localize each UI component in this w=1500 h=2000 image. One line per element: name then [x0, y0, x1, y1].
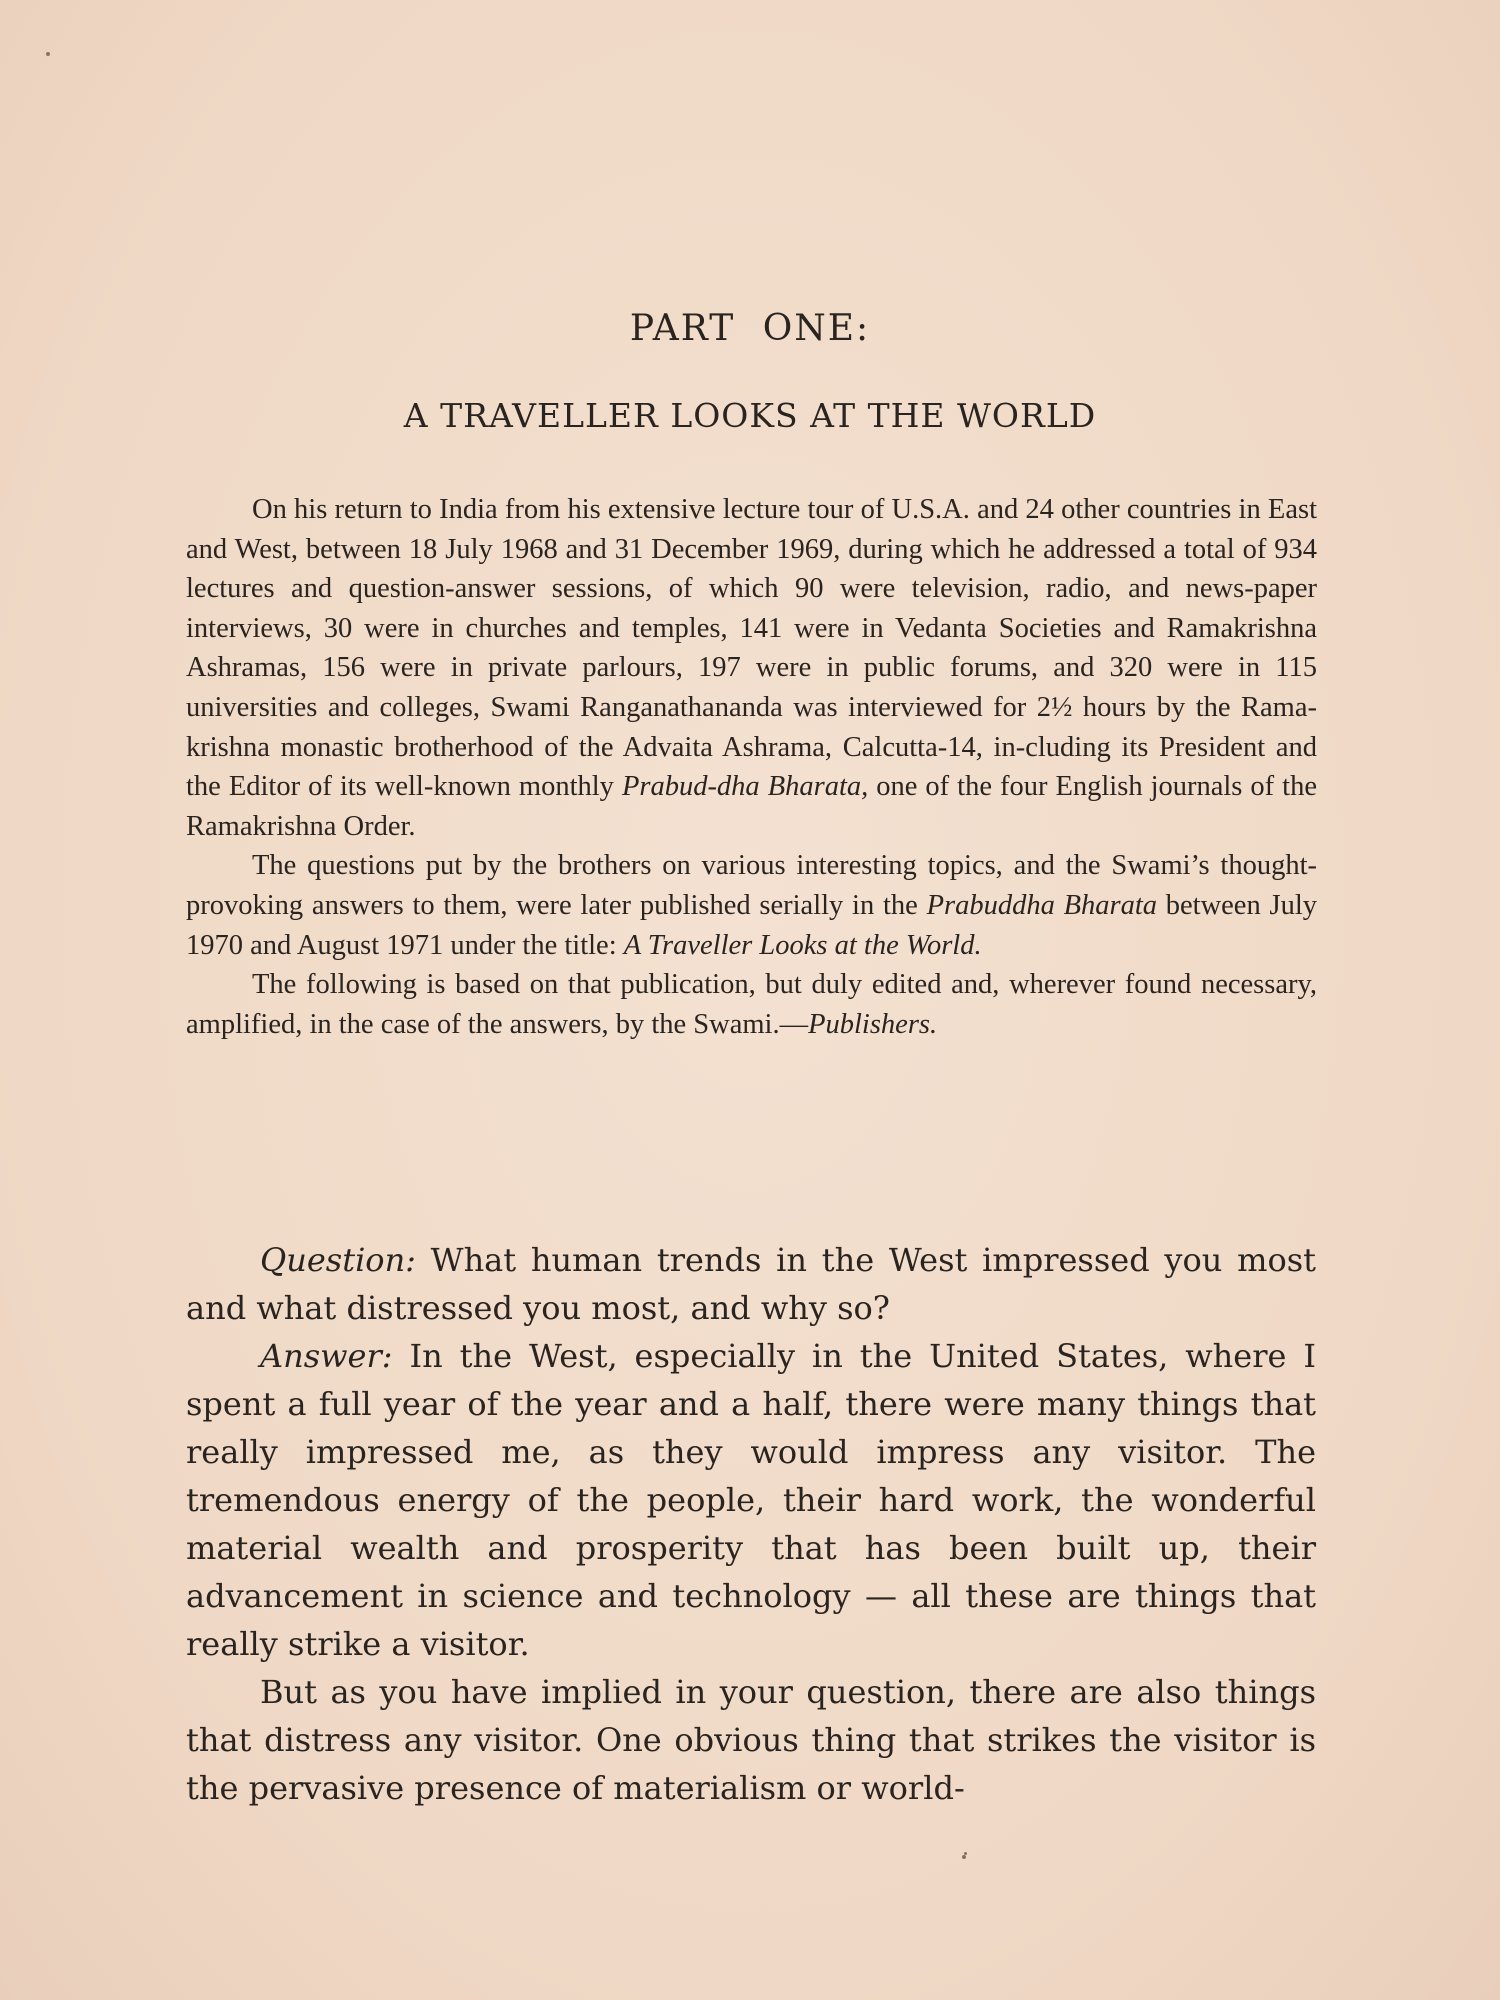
intro-p2-text: The questions put by the brothers on various interesting topics, and the Swami’s thought-provoking answers to them, were later published serially in the	[186, 850, 1317, 921]
question-text: What human trends in the West impressed you most and what distressed you most, and why so?	[186, 1241, 1316, 1327]
intro-p3-text: The following is based on that publication, but duly edited and, wherever found necessary, amplified, in the case of the answers, by the Swami.—	[186, 969, 1317, 1040]
intro-p3-publishers: Publishers.	[808, 1008, 938, 1040]
answer-paragraph-continued: But as you have implied in your question, there are also things that distress any visitor. One obvious thing that strikes the visitor is the pervasive presence of materialism or world-	[186, 1673, 1316, 1807]
part-heading: PART ONE:	[629, 308, 871, 349]
publisher-introduction	[186, 490, 1317, 1044]
answer-text: In the West, especially in the United States, where I spent a full year of the year and a half, there were many things that really impressed me, as they would impress any visitor. The tremendous energy of the people, their hard work, the wonderful material wealth and prosperity that has been built up, their advancement in science and technology — all these are things that really strike a visitor.	[186, 1337, 1316, 1663]
interview-body	[186, 1236, 1316, 1812]
intro-p2-series-title: A Traveller Looks at the World.	[623, 929, 982, 961]
paper-speck	[964, 1852, 967, 1855]
answer-label: Answer:	[260, 1337, 393, 1375]
intro-paragraph-2	[186, 846, 1317, 965]
intro-p1-journal-title: Prabud-dha Bharata,	[621, 771, 869, 803]
question-label: Question:	[260, 1241, 416, 1279]
intro-paragraph-3	[186, 965, 1317, 1044]
intro-p2-journal-title: Prabuddha Bharata	[926, 889, 1157, 921]
paper-speck	[962, 1855, 966, 1859]
intro-p1-text-end: one of the four English journals of the Ramakrishna Order.	[186, 771, 1317, 842]
intro-paragraph-1	[186, 490, 1317, 846]
question-paragraph	[186, 1236, 1316, 1332]
intro-p2-text-mid: between July 1970 and August 1971 under the title:	[186, 889, 1317, 961]
section-heading: A TRAVELLER LOOKS AT THE WORLD	[403, 396, 1097, 435]
intro-p1-text: On his return to India from his extensive lecture tour of U.S.A. and 24 other countries in East and West, between 18 July 1968 and 31 December 1969, during which he addressed a total of 934 lectures and question-answer sessions, of which 90 were television, radio, and news-paper interviews, 30 were in churches and temples, 141 were in Vedanta Societies and Ramakrishna Ashramas, 156 were in private parlours, 197 were in public forums, and 320 were in 115 universities and colleges, Swami Ranganathananda was interviewed for 2½ hours by the Rama-krishna monastic brotherhood of the Advaita Ashrama, Calcutta-14, in-cluding its President and the Editor of its well-known monthly	[186, 494, 1317, 803]
answer-paragraph	[186, 1332, 1316, 1668]
paper-speck	[46, 52, 50, 56]
